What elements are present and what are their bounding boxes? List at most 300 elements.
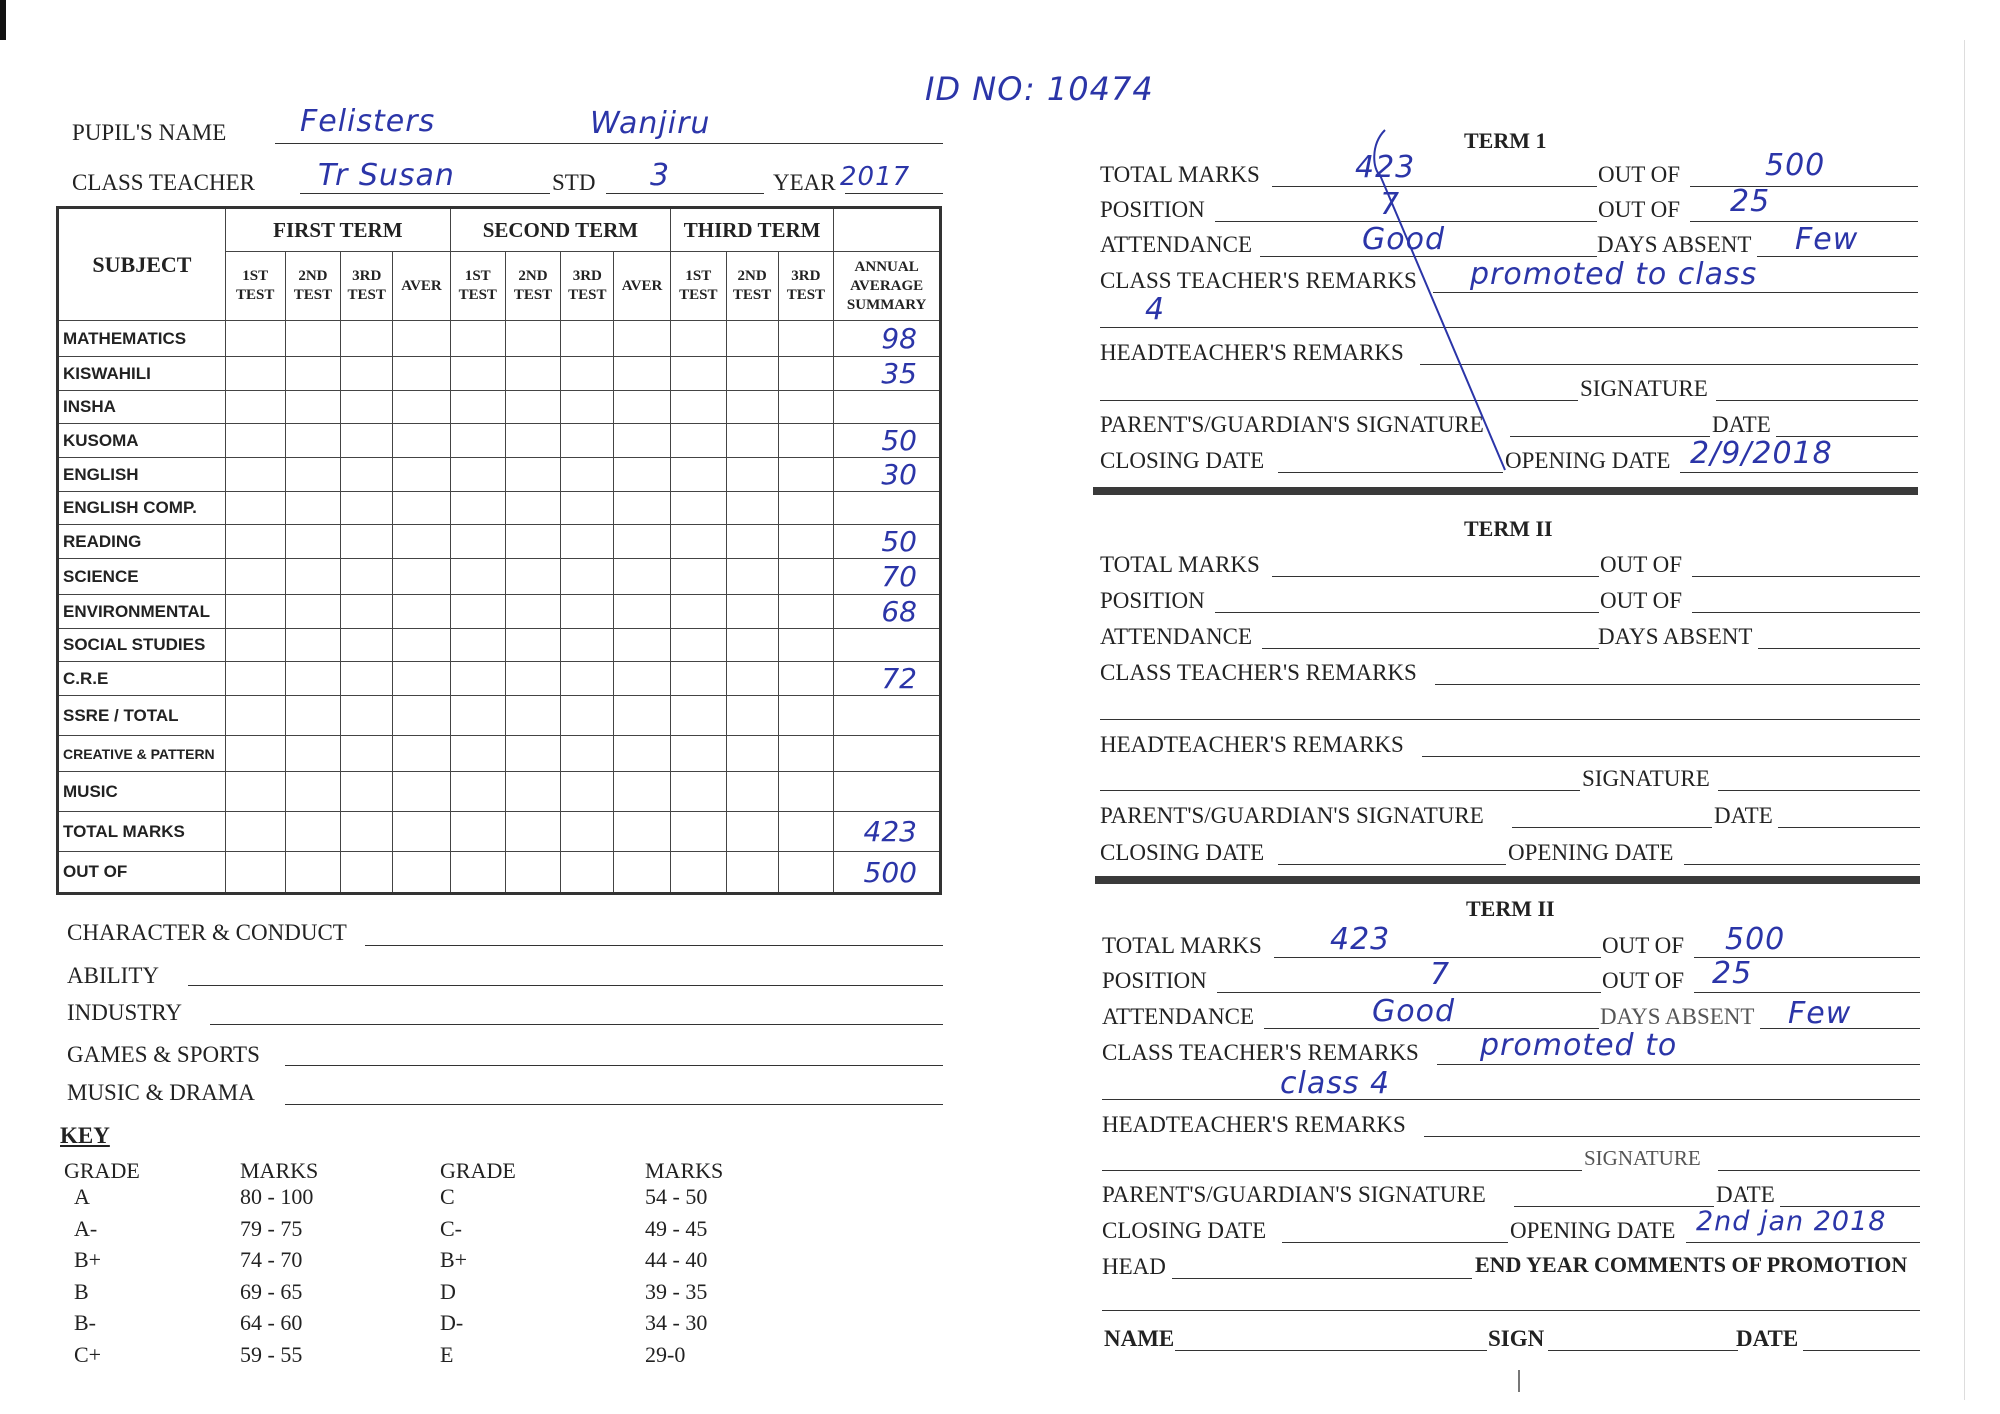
mark-cell xyxy=(393,852,451,894)
table-row xyxy=(58,424,941,458)
key-title: KEY xyxy=(60,1123,110,1148)
subject-cell: MATHEMATICS xyxy=(58,321,226,357)
t3-out-of-position-value: 25 xyxy=(1712,956,1753,991)
table-row xyxy=(58,458,941,492)
t3-remarks-value-2: class 4 xyxy=(1280,1066,1391,1101)
t2-opening-date-line xyxy=(1684,864,1920,865)
industry-label: INDUSTRY xyxy=(67,1000,183,1025)
mark-cell xyxy=(450,772,505,812)
key-marks: 69 - 65 xyxy=(240,1278,303,1304)
t2-days-absent-line xyxy=(1758,648,1920,649)
mark-cell xyxy=(614,595,671,629)
mark-cell xyxy=(505,391,561,424)
mark-cell xyxy=(450,662,505,696)
pupil-last-name: Wanjiru xyxy=(590,106,711,141)
mark-cell xyxy=(726,812,778,852)
mark-cell xyxy=(726,629,778,662)
mark-cell xyxy=(285,492,341,525)
t2-out-of-position-line xyxy=(1692,612,1920,613)
mark-cell xyxy=(778,772,834,812)
mark-cell xyxy=(670,662,726,696)
table-row xyxy=(58,772,941,812)
games-line xyxy=(285,1065,943,1066)
class-teacher-value: Tr Susan xyxy=(318,158,455,193)
t3-headteacher-remarks-line xyxy=(1424,1136,1920,1137)
mark-cell xyxy=(393,525,451,559)
mark-cell xyxy=(393,321,451,357)
mark-cell xyxy=(393,595,451,629)
industry-line xyxy=(210,1024,943,1025)
mark-cell xyxy=(561,391,614,424)
t2-signature-pre-line xyxy=(1100,790,1580,791)
table-row xyxy=(58,852,941,894)
mark-cell xyxy=(341,812,393,852)
t1-position-label: POSITION xyxy=(1100,197,1205,222)
t3-attendance-value: Good xyxy=(1372,994,1455,1029)
t2-signature-line xyxy=(1718,790,1920,791)
mark-cell xyxy=(778,525,834,559)
name-line xyxy=(1175,1350,1487,1351)
t1-headteacher-remarks-label: HEADTEACHER'S REMARKS xyxy=(1100,340,1404,365)
sign-line xyxy=(1548,1350,1738,1351)
mark-cell xyxy=(726,662,778,696)
pupil-name-line xyxy=(275,143,943,144)
annual-average-cell: 50 xyxy=(834,424,941,458)
t1-remarks-value-2: 4 xyxy=(1145,292,1166,327)
t1-attendance-value: Good xyxy=(1362,222,1445,257)
key-grade: C+ xyxy=(74,1341,102,1367)
t1-out-of-marks-value: 500 xyxy=(1765,148,1826,183)
mark-cell xyxy=(393,696,451,736)
std-line xyxy=(606,193,764,194)
subject-cell: ENGLISH COMP. xyxy=(58,492,226,525)
subject-cell: C.R.E xyxy=(58,662,226,696)
t1-signature-label: SIGNATURE xyxy=(1580,376,1708,401)
t2-out-of-marks-label: OUT OF xyxy=(1600,552,1683,577)
mark-cell xyxy=(726,852,778,894)
mark-cell xyxy=(225,662,285,696)
mark-cell xyxy=(285,629,341,662)
t3-test1-header: 1ST TEST xyxy=(670,252,726,321)
t2-aver-header: AVER xyxy=(614,252,671,321)
mark-cell xyxy=(450,595,505,629)
t2-remarks-line-1 xyxy=(1435,684,1920,685)
key-grade: A- xyxy=(74,1215,98,1241)
subject-cell: SCIENCE xyxy=(58,559,226,595)
mark-cell xyxy=(778,391,834,424)
t3-date-label: DATE xyxy=(1716,1182,1775,1207)
mark-cell xyxy=(225,424,285,458)
key-marks-header-left: MARKS xyxy=(240,1158,319,1183)
t1-test2-header: 2ND TEST xyxy=(285,252,341,321)
subject-cell: SSRE / TOTAL xyxy=(58,696,226,736)
mark-cell xyxy=(393,492,451,525)
mark-cell xyxy=(561,736,614,772)
mark-cell xyxy=(225,595,285,629)
character-line xyxy=(365,945,943,946)
mark-cell xyxy=(450,458,505,492)
mark-cell xyxy=(505,424,561,458)
mark-cell xyxy=(670,736,726,772)
end-year-comments-label: END YEAR COMMENTS OF PROMOTION xyxy=(1475,1252,1908,1277)
mark-cell xyxy=(505,696,561,736)
mark-cell xyxy=(450,357,505,391)
key-grade: C xyxy=(440,1184,455,1209)
key-marks: 64 - 60 xyxy=(240,1310,303,1335)
mark-cell xyxy=(450,812,505,852)
subject-cell: ENGLISH xyxy=(58,458,226,492)
first-term-header: FIRST TERM xyxy=(225,208,450,252)
mark-cell xyxy=(341,391,393,424)
key-marks-header-right: MARKS xyxy=(645,1158,724,1183)
mark-cell xyxy=(670,852,726,894)
mark-cell xyxy=(225,525,285,559)
t2-test3-header: 3RD TEST xyxy=(561,252,614,321)
t2-test2-header: 2ND TEST xyxy=(505,252,561,321)
t3-position-label: POSITION xyxy=(1102,968,1207,993)
mark-cell xyxy=(778,559,834,595)
t3-out-of-marks-label: OUT OF xyxy=(1602,933,1685,958)
table-row xyxy=(58,696,941,736)
games-label: GAMES & SPORTS xyxy=(67,1042,260,1067)
t3-test2-header: 2ND TEST xyxy=(726,252,778,321)
mark-cell xyxy=(341,321,393,357)
mark-cell xyxy=(393,391,451,424)
mark-cell xyxy=(341,424,393,458)
mark-cell xyxy=(670,525,726,559)
t1-class-teacher-remarks-label: CLASS TEACHER'S REMARKS xyxy=(1100,268,1417,293)
name-label: NAME xyxy=(1104,1326,1175,1351)
table-row xyxy=(58,662,941,696)
subject-cell: MUSIC xyxy=(58,772,226,812)
mark-cell xyxy=(614,662,671,696)
mark-cell xyxy=(614,629,671,662)
key-marks: 44 - 40 xyxy=(645,1247,708,1272)
mark-cell xyxy=(505,458,561,492)
mark-cell xyxy=(614,357,671,391)
mark-cell xyxy=(561,629,614,662)
mark-cell xyxy=(341,525,393,559)
mark-cell xyxy=(450,736,505,772)
mark-cell xyxy=(670,321,726,357)
t1-remarks-value-1: promoted to class xyxy=(1470,257,1758,292)
key-marks: 74 - 70 xyxy=(240,1247,303,1272)
t1-days-absent-label: DAYS ABSENT xyxy=(1597,232,1752,257)
subject-cell: INSHA xyxy=(58,391,226,424)
year-value: 2017 xyxy=(840,162,911,192)
mark-cell xyxy=(561,458,614,492)
mark-cell xyxy=(505,492,561,525)
key-grade: C- xyxy=(440,1215,462,1241)
ability-line xyxy=(188,985,943,986)
mark-cell xyxy=(450,391,505,424)
mark-cell xyxy=(561,595,614,629)
mark-cell xyxy=(670,492,726,525)
t2-attendance-line xyxy=(1262,648,1599,649)
year-line xyxy=(845,193,943,194)
t1-out-of-marks-label: OUT OF xyxy=(1598,162,1681,187)
key-grade: A xyxy=(74,1184,90,1209)
key-marks: 34 - 30 xyxy=(645,1310,708,1335)
subject-cell: CREATIVE & PATTERN xyxy=(58,736,226,772)
t1-opening-date-value: 2/9/2018 xyxy=(1690,436,1833,471)
mark-cell xyxy=(726,391,778,424)
key-marks: 54 - 50 xyxy=(645,1184,708,1209)
mark-cell xyxy=(505,629,561,662)
head-label: HEAD xyxy=(1102,1254,1166,1279)
mark-cell xyxy=(561,852,614,894)
term3-title: TERM II xyxy=(1466,896,1555,921)
key-marks: 79 - 75 xyxy=(240,1215,303,1241)
t2-opening-date-label: OPENING DATE xyxy=(1508,840,1674,865)
date-label-final: DATE xyxy=(1736,1326,1799,1351)
mark-cell xyxy=(225,812,285,852)
t2-parent-signature-label: PARENT'S/GUARDIAN'S SIGNATURE xyxy=(1100,803,1484,828)
annual-average-cell: 68 xyxy=(834,595,941,629)
mark-cell xyxy=(561,492,614,525)
mark-cell xyxy=(670,391,726,424)
key-grade: B- xyxy=(74,1310,96,1335)
mark-cell xyxy=(285,812,341,852)
t3-parent-signature-label: PARENT'S/GUARDIAN'S SIGNATURE xyxy=(1102,1182,1486,1207)
table-row xyxy=(58,629,941,662)
mark-cell xyxy=(614,525,671,559)
t2-date-line xyxy=(1778,827,1920,828)
head-line xyxy=(1172,1278,1472,1279)
mark-cell xyxy=(561,321,614,357)
t1-test1-header: 1ST TEST xyxy=(225,252,285,321)
mark-cell xyxy=(670,595,726,629)
annual-average-cell xyxy=(834,391,941,424)
t2-position-line xyxy=(1215,612,1599,613)
annual-average-cell: 30 xyxy=(834,458,941,492)
t2-days-absent-label: DAYS ABSENT xyxy=(1598,624,1753,649)
mark-cell xyxy=(561,357,614,391)
mark-cell xyxy=(393,357,451,391)
t3-opening-date-line xyxy=(1686,1242,1920,1243)
mark-cell xyxy=(614,772,671,812)
t3-total-marks-label: TOTAL MARKS xyxy=(1102,933,1262,958)
marks-table xyxy=(56,206,942,895)
t2-signature-label: SIGNATURE xyxy=(1582,766,1710,791)
table-row xyxy=(58,492,941,525)
table-row xyxy=(58,559,941,595)
ability-label: ABILITY xyxy=(67,963,159,988)
end-year-comments-line xyxy=(1102,1310,1920,1311)
t3-signature-line xyxy=(1718,1170,1920,1171)
mark-cell xyxy=(341,629,393,662)
t3-closing-date-label: CLOSING DATE xyxy=(1102,1218,1267,1243)
mark-cell xyxy=(561,662,614,696)
subject-cell: READING xyxy=(58,525,226,559)
mark-cell xyxy=(393,736,451,772)
mark-cell xyxy=(778,492,834,525)
mark-cell xyxy=(614,492,671,525)
t2-attendance-label: ATTENDANCE xyxy=(1100,624,1253,649)
t3-test3-header: 3RD TEST xyxy=(778,252,834,321)
subject-cell: KUSOMA xyxy=(58,424,226,458)
mark-cell xyxy=(778,696,834,736)
t2-class-teacher-remarks-label: CLASS TEACHER'S REMARKS xyxy=(1100,660,1417,685)
t3-remarks-line-2 xyxy=(1102,1099,1920,1100)
mark-cell xyxy=(225,852,285,894)
annual-average-cell: 72 xyxy=(834,662,941,696)
mark-cell xyxy=(561,559,614,595)
key-marks: 59 - 55 xyxy=(240,1341,303,1367)
t1-total-marks-label: TOTAL MARKS xyxy=(1100,162,1260,187)
mark-cell xyxy=(726,357,778,391)
table-row xyxy=(58,812,941,852)
mark-cell xyxy=(778,812,834,852)
mark-cell xyxy=(778,595,834,629)
t2-remarks-line-2 xyxy=(1100,719,1920,720)
mark-cell xyxy=(341,772,393,812)
id-number: ID NO: 10474 xyxy=(925,70,1154,108)
key-marks: 49 - 45 xyxy=(645,1215,708,1241)
annual-average-cell: 35 xyxy=(834,357,941,391)
mark-cell xyxy=(778,852,834,894)
t1-out-of-position-value: 25 xyxy=(1730,184,1771,219)
mark-cell xyxy=(614,736,671,772)
t1-out-of-position-label: OUT OF xyxy=(1598,197,1681,222)
mark-cell xyxy=(614,559,671,595)
term-divider-2 xyxy=(1095,876,1920,884)
term1-title: TERM 1 xyxy=(1464,128,1547,153)
year-label: YEAR xyxy=(773,170,836,195)
t3-headteacher-remarks-label: HEADTEACHER'S REMARKS xyxy=(1102,1112,1406,1137)
term2-title: TERM II xyxy=(1464,516,1553,541)
class-teacher-line xyxy=(300,193,550,194)
mark-cell xyxy=(778,736,834,772)
mark-cell xyxy=(726,424,778,458)
t2-headteacher-remarks-label: HEADTEACHER'S REMARKS xyxy=(1100,732,1404,757)
scan-artifact-line xyxy=(1518,1370,1520,1392)
t1-parent-signature-line xyxy=(1510,436,1710,437)
mark-cell xyxy=(225,696,285,736)
mark-cell xyxy=(670,772,726,812)
mark-cell xyxy=(614,391,671,424)
mark-cell xyxy=(225,321,285,357)
subject-header: SUBJECT xyxy=(58,208,226,321)
annual-average-cell xyxy=(834,696,941,736)
t3-remarks-value-1: promoted to xyxy=(1480,1028,1678,1063)
t3-signature-pre-line xyxy=(1102,1170,1582,1171)
mark-cell xyxy=(561,812,614,852)
t2-date-label: DATE xyxy=(1714,803,1773,828)
mark-cell xyxy=(726,595,778,629)
third-term-header: THIRD TERM xyxy=(670,208,833,252)
mark-cell xyxy=(225,559,285,595)
t3-signature-label: SIGNATURE xyxy=(1584,1146,1701,1170)
mark-cell xyxy=(450,696,505,736)
t2-out-of-marks-line xyxy=(1692,576,1920,577)
annual-average-cell xyxy=(834,736,941,772)
mark-cell xyxy=(393,772,451,812)
mark-cell xyxy=(285,357,341,391)
mark-cell xyxy=(285,391,341,424)
mark-cell xyxy=(778,662,834,696)
table-row xyxy=(58,525,941,559)
mark-cell xyxy=(285,662,341,696)
annual-average-cell: 500 xyxy=(834,852,941,894)
t2-total-marks-label: TOTAL MARKS xyxy=(1100,552,1260,577)
t1-closing-date-label: CLOSING DATE xyxy=(1100,448,1265,473)
mark-cell xyxy=(505,525,561,559)
t3-attendance-label: ATTENDANCE xyxy=(1102,1004,1255,1029)
t2-closing-date-line xyxy=(1278,864,1506,865)
mark-cell xyxy=(393,629,451,662)
mark-cell xyxy=(393,458,451,492)
key-grade: B+ xyxy=(440,1247,468,1272)
mark-cell xyxy=(614,696,671,736)
mark-cell xyxy=(561,525,614,559)
mark-cell xyxy=(450,424,505,458)
t3-out-of-marks-value: 500 xyxy=(1725,922,1786,957)
annual-average-cell: 423 xyxy=(834,812,941,852)
mark-cell xyxy=(778,458,834,492)
mark-cell xyxy=(561,696,614,736)
mark-cell xyxy=(341,662,393,696)
mark-cell xyxy=(726,736,778,772)
mark-cell xyxy=(614,458,671,492)
mark-cell xyxy=(285,852,341,894)
mark-cell xyxy=(670,629,726,662)
mark-cell xyxy=(225,772,285,812)
mark-cell xyxy=(561,772,614,812)
t1-strike-line xyxy=(1365,125,1515,475)
mark-cell xyxy=(778,357,834,391)
mark-cell xyxy=(341,852,393,894)
mark-cell xyxy=(505,559,561,595)
mark-cell xyxy=(561,424,614,458)
key-grade: E xyxy=(440,1341,454,1367)
t1-test3-header: 3RD TEST xyxy=(341,252,393,321)
mark-cell xyxy=(341,458,393,492)
mark-cell xyxy=(225,391,285,424)
annual-average-cell xyxy=(834,629,941,662)
t3-position-line xyxy=(1217,992,1601,993)
std-label: STD xyxy=(552,170,596,195)
t2-headteacher-remarks-line xyxy=(1422,756,1920,757)
subject-cell: KISWAHILI xyxy=(58,357,226,391)
table-row xyxy=(58,391,941,424)
t2-position-label: POSITION xyxy=(1100,588,1205,613)
key-grade: B+ xyxy=(74,1247,102,1272)
pupil-first-name: Felisters xyxy=(300,104,436,139)
mark-cell xyxy=(726,525,778,559)
key-marks: 80 - 100 xyxy=(240,1184,314,1209)
mark-cell xyxy=(726,458,778,492)
table-row xyxy=(58,736,941,772)
mark-cell xyxy=(285,525,341,559)
pupil-name-label: PUPIL'S NAME xyxy=(72,120,227,145)
mark-cell xyxy=(614,852,671,894)
mark-cell xyxy=(505,736,561,772)
t3-opening-date-label: OPENING DATE xyxy=(1510,1218,1676,1243)
key-grade-header-left: GRADE xyxy=(64,1158,140,1183)
subject-cell: SOCIAL STUDIES xyxy=(58,629,226,662)
t1-attendance-label: ATTENDANCE xyxy=(1100,232,1253,257)
mark-cell xyxy=(726,321,778,357)
annual-average-cell xyxy=(834,772,941,812)
t2-test1-header: 1ST TEST xyxy=(450,252,505,321)
t2-out-of-position-label: OUT OF xyxy=(1600,588,1683,613)
mark-cell xyxy=(726,696,778,736)
subject-cell: ENVIRONMENTAL xyxy=(58,595,226,629)
t1-parent-signature-label: PARENT'S/GUARDIAN'S SIGNATURE xyxy=(1100,412,1484,437)
mark-cell xyxy=(450,629,505,662)
sign-label: SIGN xyxy=(1488,1326,1545,1351)
